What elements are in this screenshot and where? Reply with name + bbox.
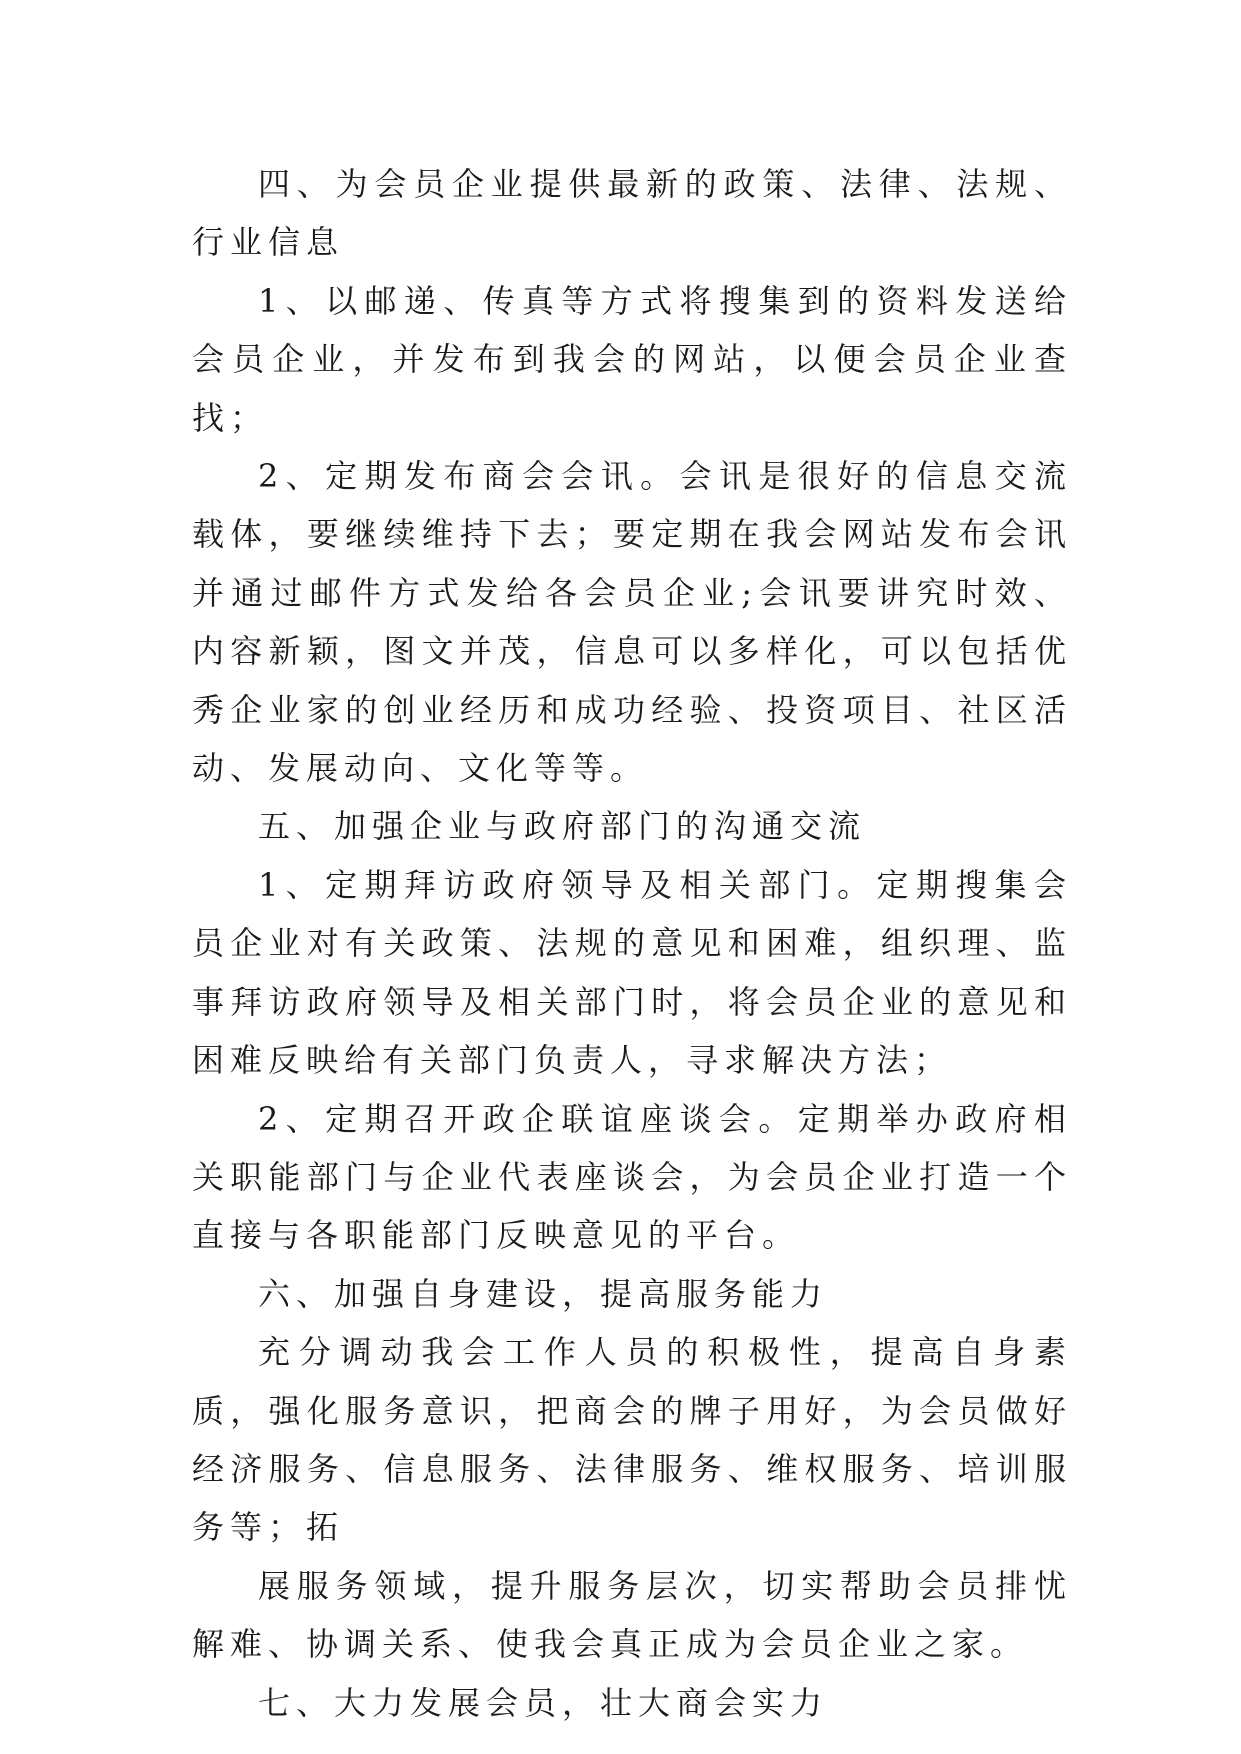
- section-heading-7: 七、大力发展会员，壮大商会实力: [258, 1683, 829, 1722]
- section-heading-5: 五、加强企业与政府部门的沟通交流: [258, 807, 867, 846]
- section-heading-6: 六、加强自身建设，提高服务能力: [258, 1274, 829, 1313]
- document-body: [192, 155, 1072, 1732]
- paragraph: 1、定期拜访政府领导及相关部门。定期搜集会员企业对有关政策、法规的意见和困难，组织理、监事拜访政府领导及相关部门时，将会员企业的意见和困难反映给有关部门负责人，寻求解决方法；: [192, 865, 1072, 1080]
- paragraph: 充分调动我会工作人员的积极性，提高自身素质，强化服务意识，把商会的牌子用好，为会员做好经济服务、信息服务、法律服务、维权服务、培训服务等；拓: [192, 1333, 1072, 1547]
- paragraph: 展服务领域，提升服务层次，切实帮助会员排忧解难、协调关系、使我会真正成为会员企业之家。: [192, 1566, 1072, 1664]
- paragraph: 1、以邮递、传真等方式将搜集到的资料发送给会员企业，并发布到我会的网站，以便会员企业查找；: [192, 281, 1072, 437]
- paragraph: 2、定期召开政企联谊座谈会。定期举办政府相关职能部门与企业代表座谈会，为会员企业打造一个直接与各职能部门反映意见的平台。: [192, 1099, 1072, 1255]
- paragraph: 2、定期发布商会会讯。会讯是很好的信息交流载体，要继续维持下去；要定期在我会网站发布会讯并通过邮件方式发给各会员企业;会讯要讲究时效、内容新颖，图文并茂，信息可以多样化，可以包括优秀企业家的创业经历和成功经验、投资项目、社区活动、发展动向、文化等等。: [192, 457, 1072, 788]
- section-heading-4: 四、为会员企业提供最新的政策、法律、法规、行业信息: [192, 165, 1072, 262]
